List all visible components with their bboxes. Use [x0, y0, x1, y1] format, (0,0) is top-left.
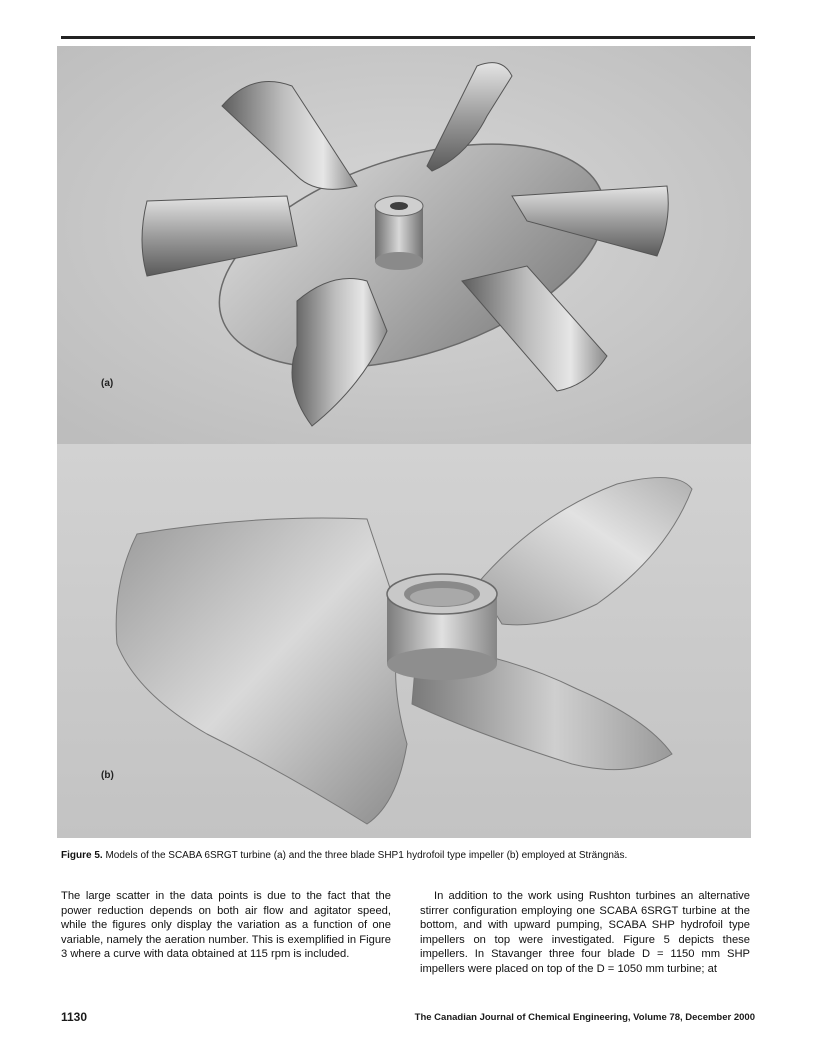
left-paragraph: The large scatter in the data points is due to the fact that the power reduction depends on both air flow and agitator speed, while the figures only display the variation as a function of one variable, namely the aeration number. This is exemplified in Figure 3 where a curve with data obtained at 115 rpm is included.	[61, 890, 391, 961]
figure-panel-a	[57, 46, 751, 444]
caption-text: Models of the SCABA 6SRGT turbine (a) and the three blade SHP1 hydrofoil type impeller (b) employed at Strängnäs.	[102, 850, 628, 861]
right-paragraph: In addition to the work using Rushton turbines an alternative stirrer configuration employing one SCABA 6SRGT turbine at the bottom, and with upward pumping, SCABA SHP hydrofoil type impellers on top were investigated. Figure 5 depicts these impellers. In Stavanger three four blade D = 1150 mm SHP impellers were placed on top of the D = 1050 mm turbine; at	[420, 890, 750, 975]
hydrofoil-hub	[387, 574, 497, 680]
journal-footer: The Canadian Journal of Chemical Engineering, Volume 78, December 2000	[414, 1012, 755, 1023]
left-column	[61, 889, 391, 962]
figure-caption	[61, 849, 755, 862]
panel-label-b: (b)	[101, 770, 114, 781]
page-number: 1130	[61, 1010, 88, 1024]
turbine-hub	[375, 196, 423, 270]
right-column	[420, 889, 750, 977]
figure-panel-b	[57, 444, 751, 838]
panel-label-a: (a)	[101, 378, 114, 389]
caption-lead: Figure 5.	[61, 850, 103, 861]
top-rule	[61, 36, 755, 39]
hydrofoil-illustration	[57, 444, 751, 838]
turbine-illustration	[57, 46, 751, 444]
